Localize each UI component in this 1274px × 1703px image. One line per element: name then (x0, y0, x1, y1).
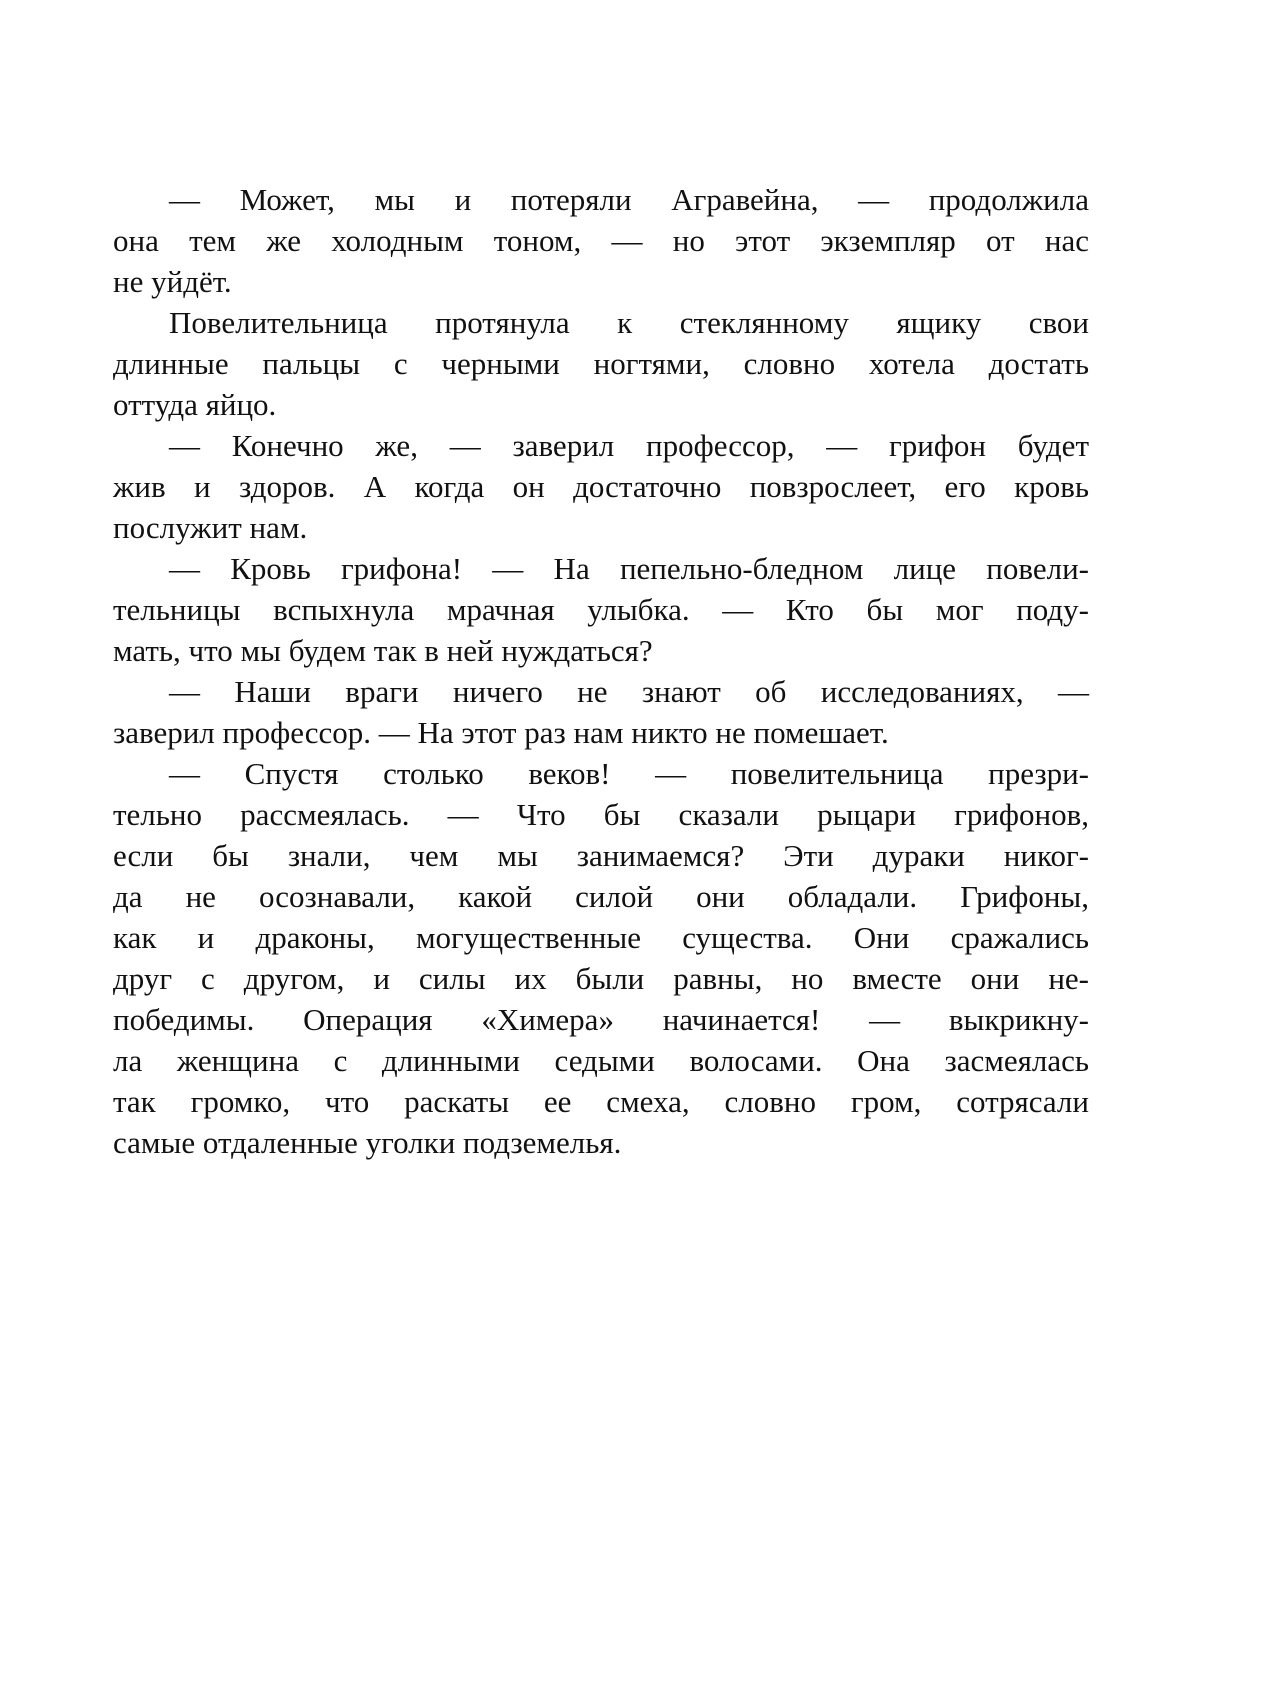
text-line: оттуда яйцо. (113, 387, 277, 422)
text-line: — Конечно же, — заверил профессор, — грифон будет (169, 428, 1089, 463)
text-line: как и драконы, могущественные существа. Они сражались (113, 920, 1089, 955)
text-line: длинные пальцы с черными ногтями, словно хотела достать (113, 346, 1089, 381)
text-line: тельно рассмеялась. — Что бы сказали рыцари грифонов, (113, 797, 1089, 832)
text-line: так громко, что раскаты ее смеха, словно гром, сотрясали (113, 1084, 1089, 1119)
text-line: друг с другом, и силы их были равны, но вместе они не- (113, 961, 1089, 996)
text-line: не уйдёт. (113, 264, 232, 299)
text-line: если бы знали, чем мы занимаемся? Эти дураки никог- (113, 838, 1089, 873)
text-line: заверил профессор. — На этот раз нам никто не помешает. (113, 715, 889, 750)
text-line: ла женщина с длинными седыми волосами. Она засмеялась (113, 1043, 1089, 1078)
text-line: — Наши враги ничего не знают об исследованиях, — (169, 674, 1089, 709)
text-line: — Может, мы и потеряли Агравейна, — продолжила (169, 182, 1089, 217)
text-line: — Спустя столько веков! — повелительница презри- (169, 756, 1089, 791)
text-line: да не осознавали, какой силой они обладали. Грифоны, (113, 879, 1089, 914)
text-line: Повелительница протянула к стеклянному ящику свои (169, 305, 1089, 340)
body-text (113, 179, 1089, 1163)
text-line: тельницы вспыхнула мрачная улыбка. — Кто бы мог поду- (113, 592, 1089, 627)
text-line: самые отдаленные уголки подземелья. (113, 1125, 622, 1160)
text-line: она тем же холодным тоном, — но этот экземпляр от нас (113, 223, 1089, 258)
text-line: жив и здоров. А когда он достаточно повзрослеет, его кровь (113, 469, 1089, 504)
text-line: мать, что мы будем так в ней нуждаться? (113, 633, 653, 668)
text-line: — Кровь грифона! — На пепельно-бледном лице повели- (169, 551, 1089, 586)
text-line: послужит нам. (113, 510, 308, 545)
text-line: победимы. Операция «Химера» начинается! — выкрикну- (113, 1002, 1089, 1037)
